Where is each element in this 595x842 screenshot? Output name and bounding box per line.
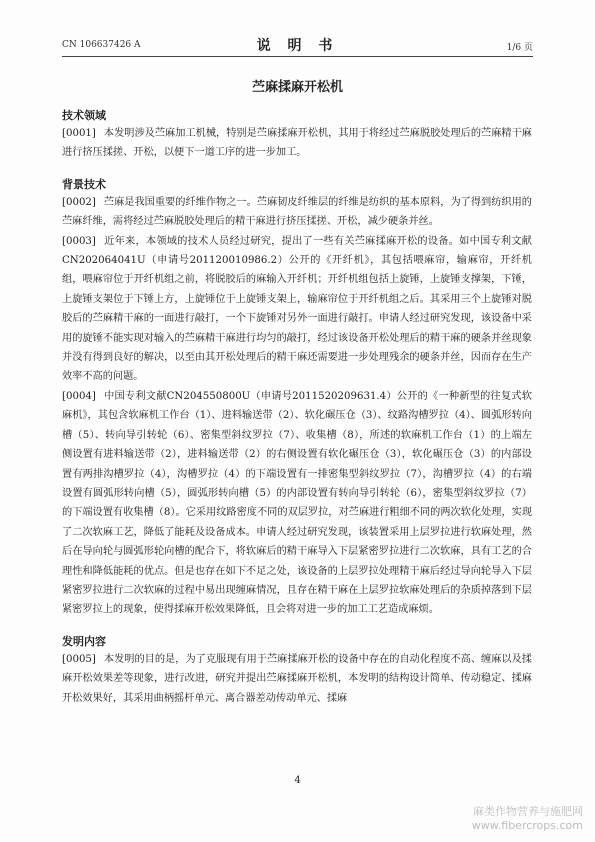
section-technical-field: [62, 108, 532, 163]
paragraph-text: 中国专利文献CN204550800U（申请号2011520209631.4）公开的《一种新型的往复式软麻机》，其包含软麻机工作台（1）、进料输送带（2）、软化碾压仓（3）、纹路沟槽罗拉（4）、圆弧形转向槽（5）、转向导引转轮（6）、密集型斜纹罗拉（7）、收集槽（8），所述的软麻机工作台（1）的上端左侧设置有进料输送带（2），进料输送带（2）的右侧设置有软化碾压仓（3），软化碾压仓（3）的内部设置有两排沟槽罗拉（4），沟槽罗拉（4）的下端设置有一排密集型斜纹罗拉（7），沟槽罗拉（4）的右端设置有圆弧形转向槽（5），圆弧形转向槽（5）的内部设置有转向导引转轮（6），密集型斜纹罗拉（7）的下端设置有收集槽（8）。它采用纹路密度不同的双层罗拉，对苎麻进行粗细不同的两次软化处理，实现了二次软麻工艺，降低了能耗及设备成本。申请人经过研究发现，该装置采用上层罗拉进行软麻处理，然后在导向轮与圆弧形轮向槽的配合下，将软麻后的精干麻导入下层紧密罗拉进行二次软麻，具有工艺的合理性和降低能耗的优点。但是也存在如下不足之处，该设备的上层罗拉处理精干麻后经过导向轮导入下层紧密罗拉进行二次软麻的过程中易出现缠麻情况，且存在精干麻在上层罗拉软麻处理后的杂质掉落到下层紧密罗拉上的现象，使得揉麻开松效果降低，且会将对进一步的加工工艺造成麻烦。: [62, 390, 533, 616]
paragraph-number: [0003]: [62, 235, 96, 247]
publication-number: CN 106637426 A: [62, 40, 141, 50]
paragraph-0001: [62, 124, 532, 163]
paragraph-number: [0001]: [62, 128, 96, 139]
watermark: [472, 803, 583, 832]
section-heading: 技术领域: [62, 109, 106, 122]
paragraph-text: 苎麻是我国重要的纤维作物之一。苎麻韧皮纤维层的纤维是纺织的基本原料，为了得到纺织用的苎麻纤维，需将经过苎麻脱胶处理后的精干麻进行挤压揉搓、开松，减少硬条并丝。: [62, 196, 532, 228]
paragraph-text: 本发明涉及苎麻加工机械，特别是苎麻揉麻开松机，其用于将经过苎麻脱胶处理后的苎麻精干麻进行挤压揉搓、开松，以便下一道工序的进一步加工。: [62, 128, 532, 159]
paragraph-number: [0004]: [62, 390, 96, 402]
invention-title: 苎麻揉麻开松机: [251, 80, 343, 95]
document-type: 说 明 书: [256, 38, 339, 54]
page-number: 4: [294, 775, 301, 786]
section-heading: 发明内容: [62, 634, 106, 648]
watermark-url: www.fibercrops.com: [471, 819, 583, 832]
paragraph-0004: [62, 387, 532, 620]
paragraph-0003: [62, 232, 532, 387]
page-indicator: 1/6 页: [506, 43, 533, 53]
paragraph-0002: [62, 193, 532, 232]
paragraph-number: [0005]: [62, 653, 96, 665]
watermark-site-name: 麻类作物营养与施肥网: [473, 805, 583, 818]
description-body: [62, 108, 532, 708]
paragraph-text: 近年来，本领域的技术人员经过研究，提出了一些有关苎麻揉麻开松的设备。如中国专利文献CN202064041U（申请号201120010986.2）公开的《开纤机》，其包括喂麻帘，输麻帘，开纤机组，喂麻帘位于开纤机组之前，将脱胶后的麻输入开纤机；开纤机组包括上旋锤，上旋锤支撑架，下锤，上旋锤支架位于下锤上方，上旋锤位于上旋锤支架上，输麻帘位于开纤机组之后。其采用三个上旋锤对脱胶后的苎麻精干麻的一面进行敲打，一个下旋锤对另外一面进行敲打。申请人经过研究发现，该设备中采用的旋锤不能实现对输入的苎麻精干麻进行均匀的敲打，经过该设备开松处理后的精干麻的硬条并丝现象并没有得到良好的解决，以至由其开松处理后的精干麻还需要进一步处理残余的硬条并丝，因而存在生产效率不高的问题。: [62, 235, 532, 383]
paragraph-number: [0002]: [62, 196, 96, 208]
paragraph-0005: [62, 650, 532, 708]
section-heading: 背景技术: [62, 177, 106, 191]
paragraph-text: 本发明的目的是，为了克服现有用于苎麻揉麻开松的设备中存在的自动化程度不高、缠麻以及揉麻开松效果差等现象，进行改进，研究并提出苎麻揉麻开松机，本发明的结构设计简单、传动稳定、揉麻开松效果好，其采用曲柄摇杆单元、离合器差动传动单元、揉麻: [62, 653, 532, 704]
page-header: [62, 32, 533, 57]
section-summary: [62, 634, 532, 708]
section-background: [62, 177, 532, 620]
